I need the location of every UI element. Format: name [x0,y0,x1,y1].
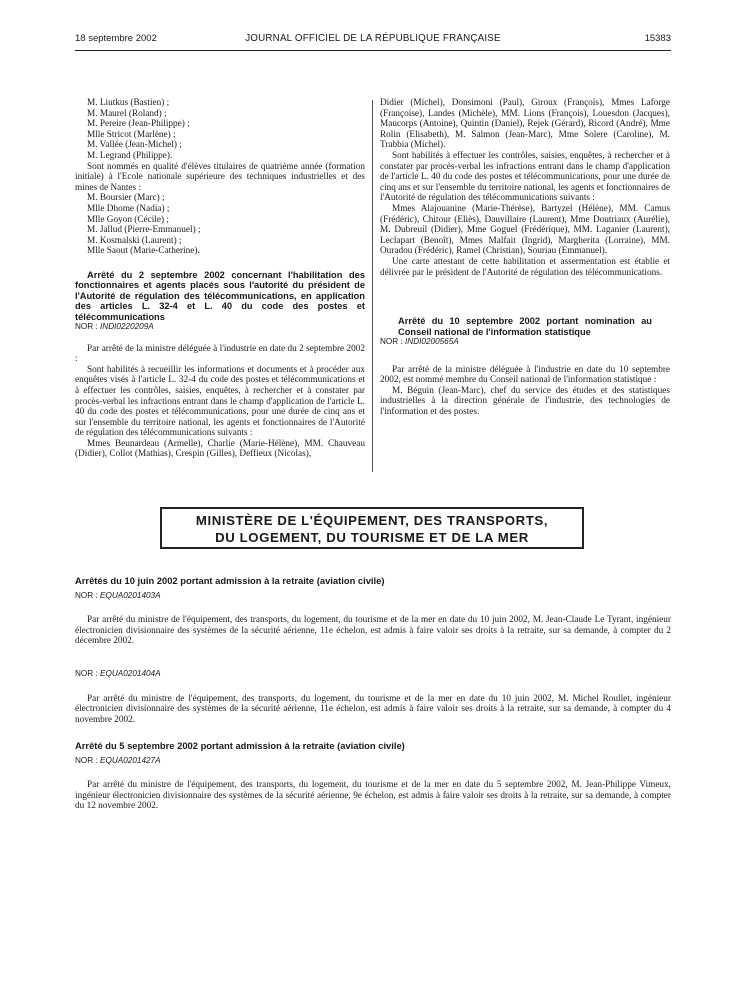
name-line: Mlle Stricot (Marlène) ; [87,129,176,140]
nor-reference: NOR : EQUA0201404A [75,669,161,678]
ministry-banner [160,507,584,549]
nor-reference: NOR : EQUA0201403A [75,590,161,600]
arrete-heading: Arrêté du 2 septembre 2002 concernant l'habilitation des fonctionnaires et agents placés sous l'autorité du président de l'Autorité de régulation des télécommunications, en application des articles L. 32-4 et L. 40 du code des postes et télécommunications [75,269,365,322]
column-right [380,98,670,417]
header-date: 18 septembre 2002 [75,33,157,44]
name-line: Mlle Dhome (Nadia) ; [87,203,170,214]
page-header [75,33,671,49]
nor-reference: NOR : INDI0200565A [380,336,459,346]
arrete-paragraph: Mmes Beunardeau (Armelle), Charlie (Marie-Hélène), MM. Chauveau (Didier), Collot (Mathias), Crespin (Gilles), Deffieux (Nicolas), [75,438,365,460]
arrete-paragraph: Par arrêté de la ministre déléguée à l'industrie en date du 2 septembre 2002 : [75,343,365,365]
column-divider [372,100,373,472]
arrete-heading: Arrêtés du 10 juin 2002 portant admission à la retraite (aviation civile) [75,575,385,586]
name-line: M. Boursier (Marc) ; [87,193,165,204]
carte-paragraph: Une carte attestant de cette habilitation et assermentation est établie et délivrée par le président de l'Autorité de régulation des télécommunications. [380,256,670,278]
nomination-paragraph: Sont nommés en qualité d'élèves titulaires de quatrième année (formation initiale) à l'Ecole nationale supérieure des techniques industrielles et des mines de Nantes : [75,161,365,193]
name-line: M. Jallud (Pierre-Emmanuel) ; [87,225,201,236]
page-number: 15383 [644,33,671,44]
ministry-line: MINISTÈRE DE L'ÉQUIPEMENT, DES TRANSPORTS, [195,513,549,528]
arrete-paragraph: Sont habilités à recueillir les informations et documents et à procéder aux enquêtes visés à l'article L. 32-4 du code des postes et télécommunications et à effectuer les contrôles, saisies, enquêtes, à rechercher et à constater par procès-verbal les infractions entrant dans le champ d'application de l'article L. 40 du code des postes et télécommunications, pour une durée de cinq ans et sur l'ensemble du territoire national, les agents et fonctionnaires de l'Autorité de régulation des télécommunications suivants : [75,364,365,439]
arrete-paragraph: M. Béguin (Jean-Marc), chef du service des études et des statistiques industrielles à la direction générale de l'industrie, des technologies de l'information et des postes. [380,385,670,417]
ministry-line: DU LOGEMENT, DU TOURISME ET DE LA MER [215,530,529,545]
name-line: Mlle Goyon (Cécile) ; [87,214,169,225]
name-line: M. Liutkus (Bastien) ; [87,98,170,108]
nor-reference: NOR : EQUA0201427A [75,755,161,765]
nor-reference: NOR : INDI0220209A [75,321,154,331]
retraite-section-3 [75,741,671,812]
names-paragraph: Mmes Alajouanine (Marie-Thérèse), Bartyzel (Hélène), MM. Camus (Frédéric), Chitour (Eliès), Dauvillaire (Laurent), Mme Doutriaux (Aurélie), M. Dubreuil (Didier), Mme Goguel (Frédérique), MM. Laganier (Laurent), Leclapart (Benoît), Mmes Malfait (Ingrid), Margherita (Lorraine), MM. Ouradou (Frédéric), Ramel (Christian), Souriau (Emmanuel). [380,203,670,257]
arrete-heading: Arrêté du 10 septembre 2002 portant nomination au Conseil national de l'information statistique [398,316,652,337]
arrete-paragraph: Par arrêté du ministre de l'équipement, des transports, du logement, du tourisme et de la mer en date du 5 septembre 2002, M. Jean-Philippe Vimeux, ingénieur électronicien divisionnaire des systèmes de la sécurité aérienne, 9e échelon, est admis à faire valoir ses droits à la retraite, sur sa demande, à compter du 12 novembre 2002. [75,780,671,812]
names-paragraph: Didier (Michel), Donsimoni (Paul), Giroux (François), Mmes Laforge (Françoise), Landes (Michèle), MM. Lions (François), Louesdon (Jacques), Maucorps (Antoine), Quintin (Daniel), Rejek (Gérard), Ricord (André), Mme Rolin (Elisabeth), M. Salmon (Jean-Marc), Mme Solere (Caroline), M. Trabbia (Michel). [380,98,670,151]
name-line: M. Pereire (Jean-Philippe) ; [87,119,190,130]
name-line: M. Legrand (Philippe). [87,150,173,161]
journal-title: JOURNAL OFFICIEL DE LA RÉPUBLIQUE FRANÇAISE [245,33,501,44]
name-line: Mlle Saout (Marie-Catherine). [87,246,200,257]
arrete-paragraph: Par arrêté de la ministre déléguée à l'industrie en date du 10 septembre 2002, est nommé membre du Conseil national de l'information statistique : [380,364,670,386]
habilitation-paragraph: Sont habilités à effectuer les contrôles, saisies, enquêtes, à rechercher et à constater par procès-verbal les infractions entrant dans le champ d'application de l'article L. 40 du code des postes et télécommunications, pour une durée de cinq ans et sur l'ensemble du territoire national, les agents et fonctionnaires de l'Autorité de régulation des télécommunications suivants : [380,150,670,204]
retraite-section-2 [75,669,671,725]
arrete-heading: Arrêté du 5 septembre 2002 portant admission à la retraite (aviation civile) [75,740,405,751]
arrete-paragraph: Par arrêté du ministre de l'équipement, des transports, du logement, du tourisme et de la mer en date du 10 juin 2002, M. Michel Roullet, ingénieur électronicien divisionnaire des systèmes de la sécurité aérienne, 11e échelon, est admis à faire valoir ses droits à la retraite, sur sa demande, à compter du 4 novembre 2002. [75,693,671,725]
retraite-section-1 [75,576,671,647]
name-line: M. Maurel (Roland) ; [87,108,167,119]
header-rule [75,50,671,51]
name-line: M. Kosmalski (Laurent) ; [87,235,182,246]
arrete-paragraph: Par arrêté du ministre de l'équipement, des transports, du logement, du tourisme et de la mer en date du 10 juin 2002, M. Jean-Claude Le Tyrant, ingénieur électronicien divisionnaire des systèmes de la sécurité aérienne, 11e échelon, est admis à faire valoir ses droits à la retraite, sur sa demande, à compter du 2 décembre 2002. [75,615,671,647]
name-line: M. Vallée (Jean-Michel) ; [87,140,182,151]
column-left [75,98,365,460]
